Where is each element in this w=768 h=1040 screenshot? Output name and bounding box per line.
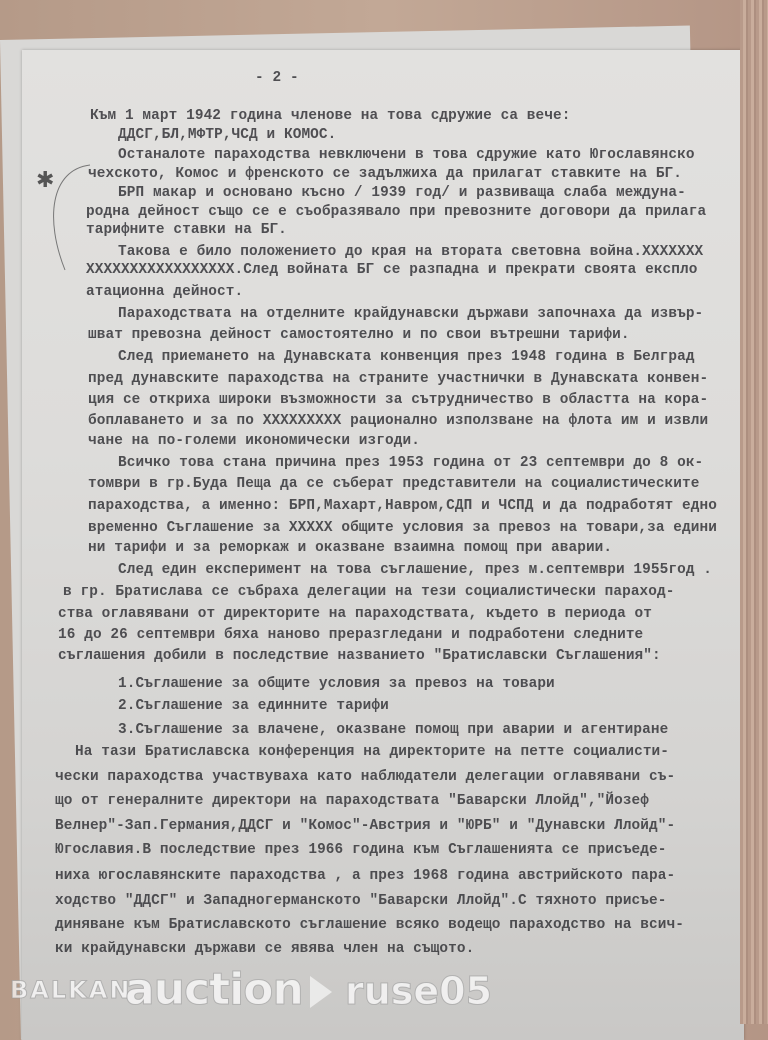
text-line: временно Съглашение за ХХХХХ общите условия за превоз на товари,за едини [88,520,717,536]
text-line: атационна дейност. [86,284,244,300]
text-line: томври в гр.Буда Пеща да се съберат представители на социалистическите [88,476,700,492]
text-line: ДДСГ,БЛ,МФТР,ЧСД и КОМОС. [118,127,337,143]
text-line: съглашения добили в последствие названието "Братиславски Съглашения": [58,648,661,664]
watermark-user: ruse05 [345,969,493,1013]
text-line: Към 1 март 1942 година членове на това сдружие са вече: [90,108,571,124]
text-line: На тази Братиславска конференция на директорите на петте социалисти- [75,744,670,760]
table-edge [740,0,768,1024]
text-line: шват превозна дейност самостоятелно и по свои вътрешни тарифи. [88,327,630,343]
text-line: ходство "ДДСГ" и Западногерманското "Баварски Ллойд".С тяхното присъе- [55,893,667,909]
text-line: Такова е било положението до края на втората световна война.ХХХХХХХ [118,244,704,260]
text-line: След един експеримент на това съглашение, през м.септември 1955год . [118,562,713,578]
text-line: пред дунавските параходства на страните участнички в Дунавската конвен- [88,371,709,387]
asterisk-annotation: ✱ [36,168,55,193]
text-line: в гр. Братислава се събраха делегации на тези социалистически параход- [63,584,675,600]
text-line: чехското, Комос и френското се задължиха да прилагат ставките на БГ. [88,166,683,182]
text-line: Югославия.В последствие през 1966 година към Съглашенията се присъеде- [55,842,667,858]
text-line: ХХХХХХХХХХХХХХХХХ.След войната БГ се разпадна и прекрати своята експло [86,262,698,278]
text-line: боплаването и за по ХХХХХХХХХ рационално използване на флота им и извли [88,413,709,429]
text-line: Велнер"-Зап.Германия,ДДСГ и "Комос"-Австрия и "ЮРБ" и "Дунавски Ллойд"- [55,818,676,834]
text-line: родна дейност също се е съобразявало при превозните договори да прилага [86,204,707,220]
list-item: 1.Съглашение за общите условия за превоз на товари [118,676,555,692]
watermark-balkan: BALKAN [10,976,132,1004]
text-line: ства оглавявани от директорите на параходствата, където в периода от [58,606,653,622]
watermark-auction: auction [125,964,303,1015]
text-line: ки крайдунавски държави се явява член на същото. [55,941,475,957]
text-line: Останалоте параходства невключени в това сдружие като Югославянско [118,147,695,163]
text-line: диняване към Братиславското съглашение всяко водещо параходство на всич- [55,917,684,933]
text-line: 16 до 26 септември бяха наново преразгледани и подработени следните [58,627,644,643]
text-line: След приемането на Дунавската конвенция през 1948 година в Белград [118,349,695,365]
page-number: - 2 - [255,70,299,86]
list-item: 3.Съглашение за влачене, оказване помощ при аварии и агентиране [118,722,669,738]
text-line: чески параходства участвуваха като наблюдатели делегации оглавявани съ- [55,769,676,785]
text-line: БРП макар и основано късно / 1939 год/ и развиваща слаба междуна- [118,185,686,201]
text-line: Параходствата на отделните крайдунавски държави започнаха да извър- [118,306,704,322]
text-line: що от генералните директори на параходствата "Баварски Ллойд","Йозеф [55,793,650,809]
list-item: 2.Съглашение за единните тарифи [118,698,389,714]
text-line: чане на по-големи икономически изгоди. [88,433,420,449]
text-line: Всичко това стана причина през 1953 година от 23 септември до 8 ок- [118,455,704,471]
text-line: параходства, а именно: БРП,Махарт,Навром,СДП и ЧСПД и да подработят едно [88,498,717,514]
watermark-play-icon [310,976,332,1008]
text-line: ни тарифи и за реморкаж и оказване взаимна помощ при аварии. [88,540,613,556]
text-line: тарифните ставки на БГ. [86,222,287,238]
text-line: ция се откриха широки възможности за сътрудничество в областта на кора- [88,392,709,408]
text-line: ниха югославянските параходства , а през 1968 година австрийското пара- [55,868,676,884]
